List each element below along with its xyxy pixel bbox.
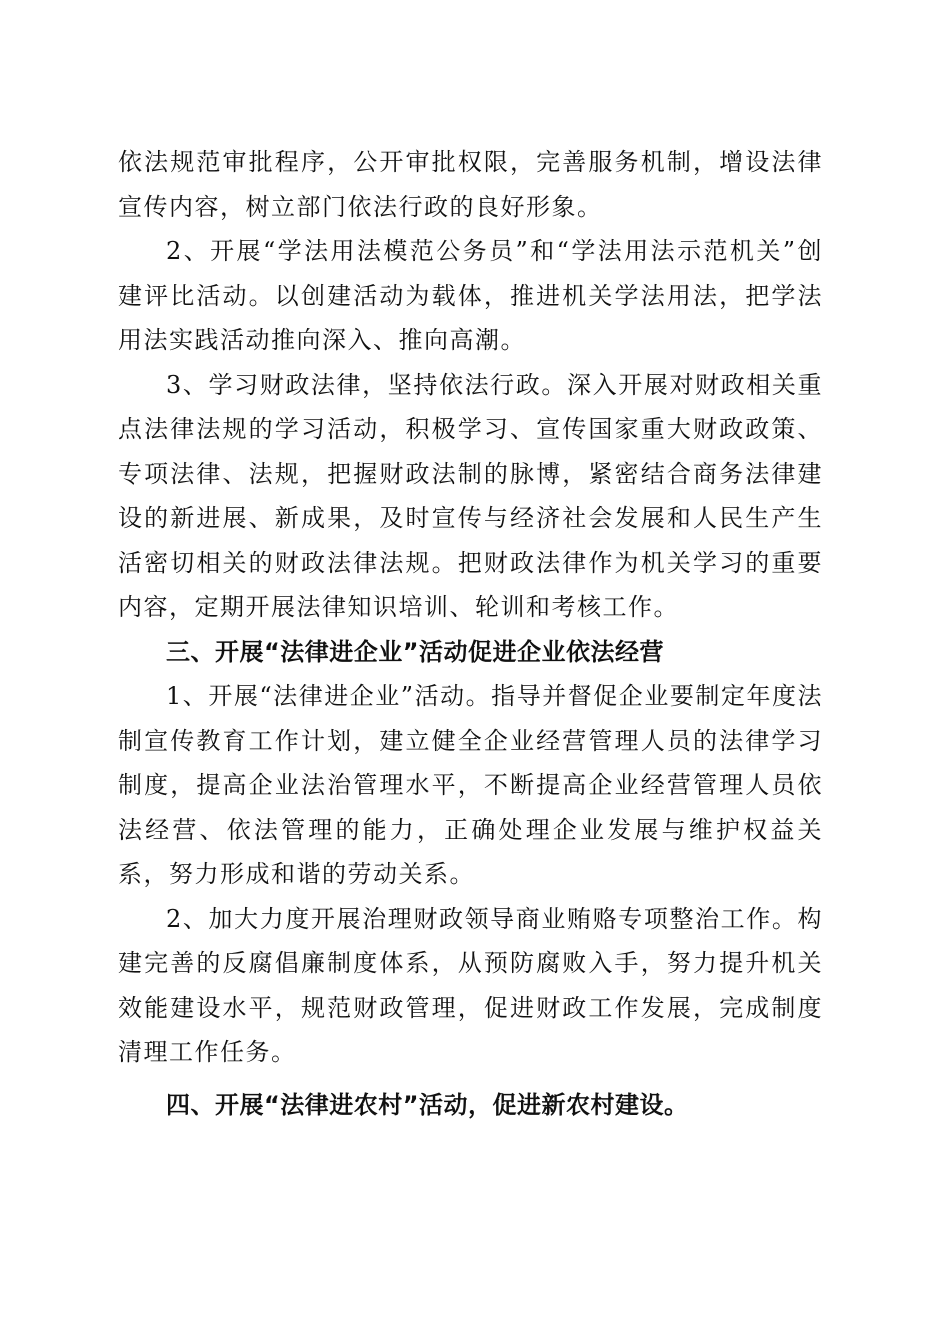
spacer — [118, 1075, 823, 1083]
paragraph-continuation: 依法规范审批程序，公开审批权限，完善服务机制，增设法律宣传内容，树立部门依法行政的良好形象。 — [118, 148, 823, 221]
paragraph-section3-item-1: 1、开展“法律进企业”活动。指导并督促企业要制定年度法制宣传教育工作计划，建立健全企业经营管理人员的法律学习制度，提高企业法治管理水平，不断提高企业经营管理人员依法经营、依法管理的能力，正确处理企业发展与维护权益关系，努力形成和谐的劳动关系。 — [118, 682, 823, 888]
document-body — [118, 140, 823, 1127]
paragraph-section3-item-2: 2、加大力度开展治理财政领导商业贿赂专项整治工作。构建完善的反腐倡廉制度体系，从预防腐败入手，努力提升机关效能建设水平，规范财政管理，促进财政工作发展，完成制度清理工作任务。 — [118, 904, 823, 1066]
paragraph-item-2: 2、开展“学法用法模范公务员”和“学法用法示范机关”创建评比活动。以创建活动为载体，推进机关学法用法，把学法用法实践活动推向深入、推向高潮。 — [118, 237, 823, 354]
section-heading-4: 四、开展“法律进农村”活动，促进新农村建设。 — [166, 1090, 689, 1119]
section-heading-3: 三、开展“法律进企业”活动促进企业依法经营 — [166, 637, 665, 666]
paragraph-item-3: 3、学习财政法律，坚持依法行政。深入开展对财政相关重点法律法规的学习活动，积极学习、宣传国家重大财政政策、专项法律、法规，把握财政法制的脉博，紧密结合商务法律建设的新进展、新成果，及时宣传与经济社会发展和人民生产生活密切相关的财政法律法规。把财政法律作为机关学习的重要内容，定期开展法律知识培训、轮训和考核工作。 — [118, 370, 823, 621]
